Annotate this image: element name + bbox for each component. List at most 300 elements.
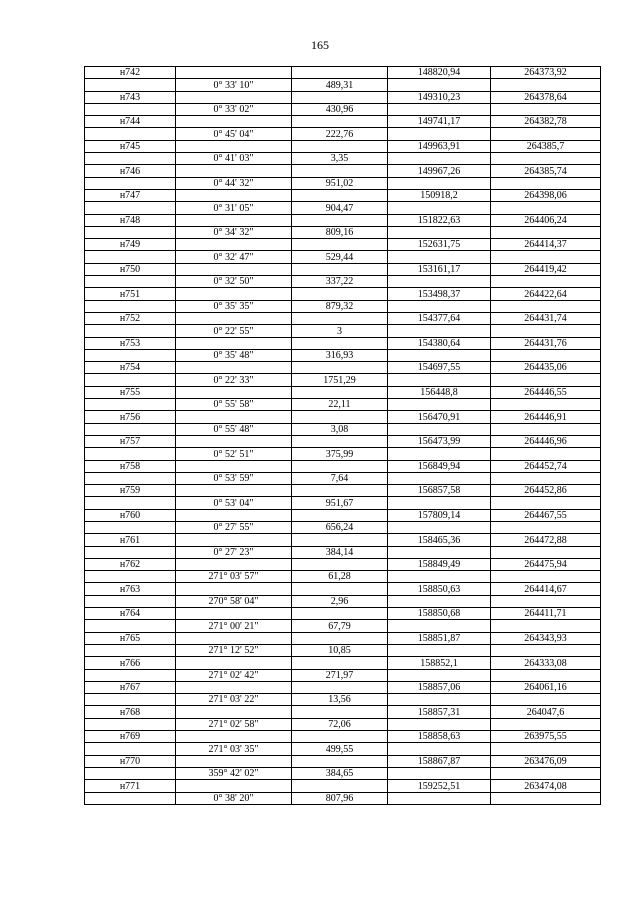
x-coordinate-cell: 154377,64	[388, 312, 491, 324]
x-coordinate-cell: 158857,06	[388, 681, 491, 693]
distance-cell	[292, 411, 388, 423]
direction-angle-cell: 0° 27' 23"	[176, 546, 292, 558]
table-row	[85, 706, 601, 718]
x-coordinate-cell: 156849,94	[388, 460, 491, 472]
table-row	[85, 620, 601, 632]
direction-angle-cell: 270° 58' 04"	[176, 595, 292, 607]
distance-cell: 529,44	[292, 251, 388, 263]
point-name-cell: н757	[85, 435, 176, 447]
direction-angle-cell	[176, 509, 292, 521]
distance-cell: 807,96	[292, 792, 388, 804]
distance-cell: 1751,29	[292, 374, 388, 386]
distance-cell: 10,85	[292, 644, 388, 656]
y-coordinate-cell	[491, 226, 601, 238]
direction-angle-cell	[176, 263, 292, 275]
distance-cell	[292, 214, 388, 226]
distance-cell	[292, 534, 388, 546]
y-coordinate-cell: 264435,06	[491, 362, 601, 374]
point-name-cell	[85, 300, 176, 312]
point-name-cell	[85, 595, 176, 607]
x-coordinate-cell	[388, 325, 491, 337]
direction-angle-cell	[176, 386, 292, 398]
x-coordinate-cell: 158850,63	[388, 583, 491, 595]
distance-cell	[292, 67, 388, 79]
distance-cell: 3	[292, 325, 388, 337]
direction-angle-cell	[176, 189, 292, 201]
direction-angle-cell	[176, 731, 292, 743]
x-coordinate-cell	[388, 448, 491, 460]
table-row	[85, 595, 601, 607]
direction-angle-cell	[176, 608, 292, 620]
point-name-cell	[85, 325, 176, 337]
y-coordinate-cell	[491, 718, 601, 730]
y-coordinate-cell: 263975,55	[491, 731, 601, 743]
distance-cell: 3,35	[292, 153, 388, 165]
table-row	[85, 288, 601, 300]
x-coordinate-cell: 159252,51	[388, 780, 491, 792]
point-name-cell: н770	[85, 755, 176, 767]
distance-cell: 7,64	[292, 472, 388, 484]
y-coordinate-cell: 264373,92	[491, 67, 601, 79]
distance-cell: 904,47	[292, 202, 388, 214]
table-row	[85, 91, 601, 103]
direction-angle-cell: 0° 22' 55"	[176, 325, 292, 337]
x-coordinate-cell	[388, 546, 491, 558]
distance-cell: 384,65	[292, 767, 388, 779]
distance-cell: 316,93	[292, 349, 388, 361]
y-coordinate-cell: 264378,64	[491, 91, 601, 103]
y-coordinate-cell: 264414,67	[491, 583, 601, 595]
direction-angle-cell: 271° 00' 21"	[176, 620, 292, 632]
y-coordinate-cell	[491, 153, 601, 165]
x-coordinate-cell	[388, 128, 491, 140]
point-name-cell: н765	[85, 632, 176, 644]
point-name-cell	[85, 79, 176, 91]
direction-angle-cell: 0° 41' 03"	[176, 153, 292, 165]
y-coordinate-cell	[491, 571, 601, 583]
table-row	[85, 497, 601, 509]
table-row	[85, 509, 601, 521]
y-coordinate-cell	[491, 669, 601, 681]
point-name-cell	[85, 374, 176, 386]
distance-cell: 489,31	[292, 79, 388, 91]
x-coordinate-cell	[388, 153, 491, 165]
direction-angle-cell: 359° 42' 02"	[176, 767, 292, 779]
direction-angle-cell	[176, 706, 292, 718]
table-row	[85, 349, 601, 361]
x-coordinate-cell	[388, 472, 491, 484]
direction-angle-cell: 271° 03' 57"	[176, 571, 292, 583]
distance-cell: 951,02	[292, 177, 388, 189]
distance-cell: 13,56	[292, 694, 388, 706]
y-coordinate-cell	[491, 374, 601, 386]
x-coordinate-cell	[388, 399, 491, 411]
distance-cell	[292, 583, 388, 595]
y-coordinate-cell	[491, 423, 601, 435]
y-coordinate-cell	[491, 325, 601, 337]
point-name-cell: н754	[85, 362, 176, 374]
distance-cell: 375,99	[292, 448, 388, 460]
y-coordinate-cell	[491, 251, 601, 263]
direction-angle-cell	[176, 485, 292, 497]
x-coordinate-cell: 154380,64	[388, 337, 491, 349]
direction-angle-cell: 0° 55' 48"	[176, 423, 292, 435]
table-row	[85, 67, 601, 79]
x-coordinate-cell: 151822,63	[388, 214, 491, 226]
y-coordinate-cell	[491, 546, 601, 558]
distance-cell	[292, 386, 388, 398]
point-name-cell: н751	[85, 288, 176, 300]
table-row	[85, 448, 601, 460]
point-name-cell: н756	[85, 411, 176, 423]
distance-cell	[292, 337, 388, 349]
point-name-cell	[85, 497, 176, 509]
x-coordinate-cell: 149310,23	[388, 91, 491, 103]
x-coordinate-cell: 153498,37	[388, 288, 491, 300]
table-row	[85, 263, 601, 275]
x-coordinate-cell: 158858,63	[388, 731, 491, 743]
y-coordinate-cell: 264411,71	[491, 608, 601, 620]
table-row	[85, 521, 601, 533]
point-name-cell	[85, 276, 176, 288]
table-row	[85, 632, 601, 644]
page-number: 165	[311, 38, 329, 52]
x-coordinate-cell: 149967,26	[388, 165, 491, 177]
distance-cell	[292, 706, 388, 718]
y-coordinate-cell	[491, 792, 601, 804]
point-name-cell: н760	[85, 509, 176, 521]
table-row	[85, 718, 601, 730]
y-coordinate-cell: 264061,16	[491, 681, 601, 693]
y-coordinate-cell: 263476,09	[491, 755, 601, 767]
y-coordinate-cell	[491, 276, 601, 288]
distance-cell: 879,32	[292, 300, 388, 312]
direction-angle-cell	[176, 632, 292, 644]
point-name-cell: н755	[85, 386, 176, 398]
distance-cell: 809,16	[292, 226, 388, 238]
point-name-cell	[85, 103, 176, 115]
point-name-cell: н745	[85, 140, 176, 152]
distance-cell: 222,76	[292, 128, 388, 140]
table-row	[85, 644, 601, 656]
point-name-cell	[85, 349, 176, 361]
direction-angle-cell: 0° 33' 02"	[176, 103, 292, 115]
point-name-cell	[85, 423, 176, 435]
distance-cell	[292, 558, 388, 570]
point-name-cell: н749	[85, 239, 176, 251]
x-coordinate-cell: 158867,87	[388, 755, 491, 767]
point-name-cell: н752	[85, 312, 176, 324]
table-row	[85, 300, 601, 312]
direction-angle-cell: 271° 03' 22"	[176, 694, 292, 706]
x-coordinate-cell	[388, 374, 491, 386]
table-row	[85, 460, 601, 472]
point-name-cell	[85, 177, 176, 189]
distance-cell	[292, 239, 388, 251]
y-coordinate-cell: 264467,55	[491, 509, 601, 521]
distance-cell	[292, 681, 388, 693]
table-row	[85, 337, 601, 349]
y-coordinate-cell: 264343,93	[491, 632, 601, 644]
x-coordinate-cell: 153161,17	[388, 263, 491, 275]
direction-angle-cell: 0° 35' 35"	[176, 300, 292, 312]
point-name-cell	[85, 546, 176, 558]
direction-angle-cell	[176, 411, 292, 423]
y-coordinate-cell: 264047,6	[491, 706, 601, 718]
direction-angle-cell: 0° 52' 51"	[176, 448, 292, 460]
point-name-cell: н767	[85, 681, 176, 693]
point-name-cell	[85, 202, 176, 214]
direction-angle-cell: 271° 02' 58"	[176, 718, 292, 730]
direction-angle-cell	[176, 67, 292, 79]
distance-cell	[292, 91, 388, 103]
y-coordinate-cell: 264452,74	[491, 460, 601, 472]
distance-cell	[292, 632, 388, 644]
point-name-cell: н746	[85, 165, 176, 177]
distance-cell	[292, 263, 388, 275]
x-coordinate-cell	[388, 521, 491, 533]
direction-angle-cell: 0° 55' 58"	[176, 399, 292, 411]
y-coordinate-cell: 264446,96	[491, 435, 601, 447]
x-coordinate-cell	[388, 497, 491, 509]
y-coordinate-cell	[491, 521, 601, 533]
distance-cell: 3,08	[292, 423, 388, 435]
direction-angle-cell	[176, 214, 292, 226]
direction-angle-cell	[176, 116, 292, 128]
table-row	[85, 583, 601, 595]
direction-angle-cell	[176, 558, 292, 570]
y-coordinate-cell	[491, 300, 601, 312]
table-row	[85, 669, 601, 681]
point-name-cell: н766	[85, 657, 176, 669]
distance-cell: 22,11	[292, 399, 388, 411]
table-row	[85, 731, 601, 743]
distance-cell	[292, 140, 388, 152]
point-name-cell	[85, 153, 176, 165]
table-row	[85, 780, 601, 792]
distance-cell	[292, 509, 388, 521]
distance-cell: 430,96	[292, 103, 388, 115]
x-coordinate-cell: 154697,55	[388, 362, 491, 374]
x-coordinate-cell	[388, 743, 491, 755]
table-row	[85, 571, 601, 583]
table-row	[85, 177, 601, 189]
direction-angle-cell: 0° 38' 20"	[176, 792, 292, 804]
y-coordinate-cell: 264446,91	[491, 411, 601, 423]
y-coordinate-cell	[491, 399, 601, 411]
x-coordinate-cell	[388, 177, 491, 189]
y-coordinate-cell	[491, 103, 601, 115]
x-coordinate-cell	[388, 694, 491, 706]
y-coordinate-cell	[491, 743, 601, 755]
x-coordinate-cell: 156857,58	[388, 485, 491, 497]
table-row	[85, 325, 601, 337]
y-coordinate-cell: 264385,74	[491, 165, 601, 177]
point-name-cell	[85, 571, 176, 583]
point-name-cell	[85, 669, 176, 681]
distance-cell	[292, 731, 388, 743]
x-coordinate-cell	[388, 423, 491, 435]
distance-cell	[292, 165, 388, 177]
table-row	[85, 239, 601, 251]
point-name-cell	[85, 694, 176, 706]
point-name-cell	[85, 718, 176, 730]
table-row	[85, 103, 601, 115]
direction-angle-cell	[176, 239, 292, 251]
x-coordinate-cell: 158850,68	[388, 608, 491, 620]
direction-angle-cell: 271° 03' 35"	[176, 743, 292, 755]
y-coordinate-cell: 264422,64	[491, 288, 601, 300]
table-row	[85, 657, 601, 669]
point-name-cell: н768	[85, 706, 176, 718]
point-name-cell: н762	[85, 558, 176, 570]
table-row	[85, 202, 601, 214]
direction-angle-cell: 0° 22' 33"	[176, 374, 292, 386]
direction-angle-cell: 0° 32' 50"	[176, 276, 292, 288]
y-coordinate-cell	[491, 595, 601, 607]
point-name-cell	[85, 620, 176, 632]
distance-cell	[292, 755, 388, 767]
table-row	[85, 214, 601, 226]
table-row	[85, 681, 601, 693]
x-coordinate-cell: 156448,8	[388, 386, 491, 398]
distance-cell	[292, 312, 388, 324]
direction-angle-cell	[176, 362, 292, 374]
direction-angle-cell: 271° 12' 52"	[176, 644, 292, 656]
distance-cell: 61,28	[292, 571, 388, 583]
table-row	[85, 153, 601, 165]
direction-angle-cell	[176, 780, 292, 792]
y-coordinate-cell: 264472,88	[491, 534, 601, 546]
direction-angle-cell	[176, 534, 292, 546]
table-row	[85, 608, 601, 620]
direction-angle-cell: 0° 35' 48"	[176, 349, 292, 361]
point-name-cell: н753	[85, 337, 176, 349]
x-coordinate-cell: 156473,99	[388, 435, 491, 447]
table-row	[85, 386, 601, 398]
x-coordinate-cell	[388, 620, 491, 632]
distance-cell: 271,97	[292, 669, 388, 681]
direction-angle-cell	[176, 91, 292, 103]
x-coordinate-cell: 158465,36	[388, 534, 491, 546]
point-name-cell: н769	[85, 731, 176, 743]
table-row	[85, 312, 601, 324]
point-name-cell	[85, 767, 176, 779]
y-coordinate-cell: 264406,24	[491, 214, 601, 226]
point-name-cell	[85, 472, 176, 484]
distance-cell	[292, 608, 388, 620]
table-row	[85, 140, 601, 152]
point-name-cell: н771	[85, 780, 176, 792]
direction-angle-cell	[176, 140, 292, 152]
point-name-cell	[85, 399, 176, 411]
point-name-cell: н747	[85, 189, 176, 201]
point-name-cell: н750	[85, 263, 176, 275]
direction-angle-cell	[176, 583, 292, 595]
table-row	[85, 79, 601, 91]
table-row	[85, 276, 601, 288]
x-coordinate-cell: 150918,2	[388, 189, 491, 201]
y-coordinate-cell	[491, 79, 601, 91]
table-row	[85, 226, 601, 238]
distance-cell	[292, 657, 388, 669]
point-name-cell: н748	[85, 214, 176, 226]
y-coordinate-cell: 264431,74	[491, 312, 601, 324]
y-coordinate-cell	[491, 620, 601, 632]
x-coordinate-cell: 157809,14	[388, 509, 491, 521]
table-row	[85, 472, 601, 484]
point-name-cell: н764	[85, 608, 176, 620]
x-coordinate-cell	[388, 792, 491, 804]
table-row	[85, 128, 601, 140]
distance-cell	[292, 288, 388, 300]
direction-angle-cell: 0° 32' 47"	[176, 251, 292, 263]
point-name-cell: н758	[85, 460, 176, 472]
point-name-cell: н761	[85, 534, 176, 546]
direction-angle-cell: 0° 27' 55"	[176, 521, 292, 533]
point-name-cell	[85, 251, 176, 263]
x-coordinate-cell	[388, 644, 491, 656]
direction-angle-cell: 0° 34' 32"	[176, 226, 292, 238]
table-row	[85, 546, 601, 558]
point-name-cell: н742	[85, 67, 176, 79]
distance-cell	[292, 780, 388, 792]
x-coordinate-cell: 158851,87	[388, 632, 491, 644]
y-coordinate-cell: 264414,37	[491, 239, 601, 251]
y-coordinate-cell	[491, 497, 601, 509]
point-name-cell	[85, 792, 176, 804]
y-coordinate-cell: 264431,76	[491, 337, 601, 349]
x-coordinate-cell	[388, 571, 491, 583]
table-row	[85, 485, 601, 497]
coordinates-table	[84, 66, 601, 805]
x-coordinate-cell	[388, 349, 491, 361]
y-coordinate-cell: 264475,94	[491, 558, 601, 570]
distance-cell	[292, 116, 388, 128]
x-coordinate-cell	[388, 202, 491, 214]
y-coordinate-cell	[491, 694, 601, 706]
x-coordinate-cell	[388, 767, 491, 779]
direction-angle-cell: 0° 33' 10"	[176, 79, 292, 91]
table-row	[85, 792, 601, 804]
distance-cell: 499,55	[292, 743, 388, 755]
direction-angle-cell: 0° 53' 04"	[176, 497, 292, 509]
x-coordinate-cell	[388, 300, 491, 312]
x-coordinate-cell	[388, 226, 491, 238]
point-name-cell	[85, 226, 176, 238]
point-name-cell	[85, 521, 176, 533]
y-coordinate-cell	[491, 349, 601, 361]
table-row	[85, 558, 601, 570]
table-row	[85, 411, 601, 423]
x-coordinate-cell: 149741,17	[388, 116, 491, 128]
point-name-cell: н759	[85, 485, 176, 497]
point-name-cell: н763	[85, 583, 176, 595]
y-coordinate-cell: 264419,42	[491, 263, 601, 275]
direction-angle-cell	[176, 312, 292, 324]
x-coordinate-cell	[388, 718, 491, 730]
x-coordinate-cell: 158852,1	[388, 657, 491, 669]
y-coordinate-cell: 264385,7	[491, 140, 601, 152]
y-coordinate-cell: 263474,08	[491, 780, 601, 792]
table-row	[85, 362, 601, 374]
distance-cell	[292, 435, 388, 447]
y-coordinate-cell	[491, 644, 601, 656]
direction-angle-cell	[176, 337, 292, 349]
distance-cell: 656,24	[292, 521, 388, 533]
y-coordinate-cell	[491, 448, 601, 460]
y-coordinate-cell	[491, 202, 601, 214]
